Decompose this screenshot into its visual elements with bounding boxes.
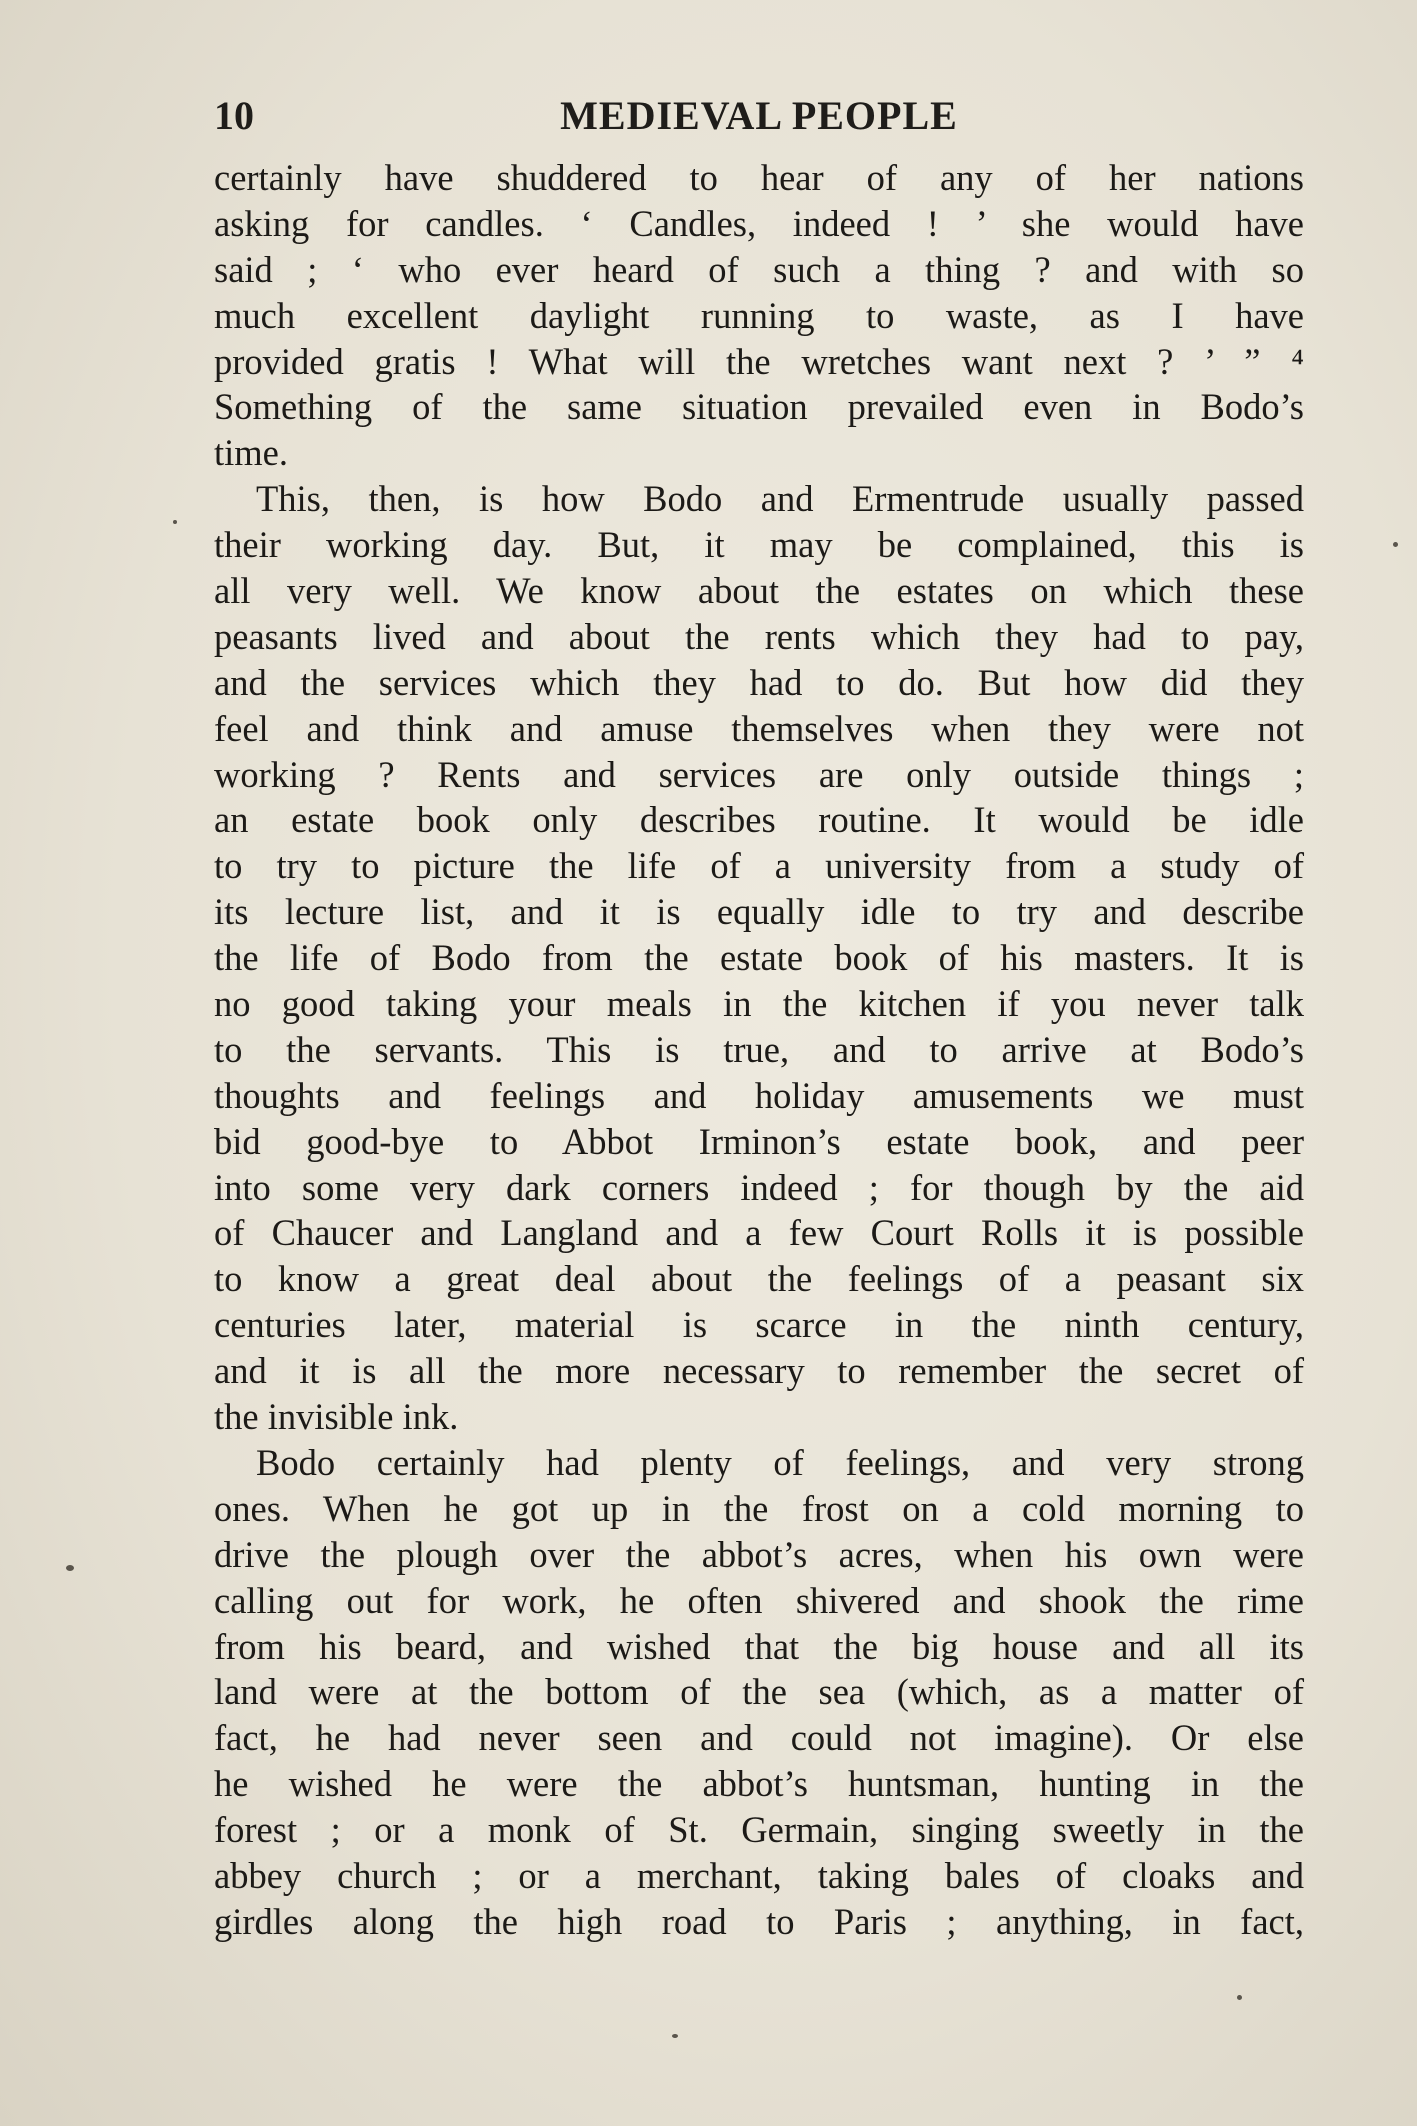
text-line: all very well. We know about the estates on which these — [214, 570, 1304, 612]
text-line: much excellent daylight running to waste, as I have — [214, 294, 1304, 336]
text-line: from his beard, and wished that the big house and all its — [214, 1625, 1304, 1667]
text-line: forest ; or a monk of St. Germain, singing sweetly in the — [214, 1809, 1304, 1851]
text-line: land were at the bottom of the sea (which, as a matter of — [214, 1671, 1304, 1713]
text-line: Bodo certainly had plenty of feelings, and very strong — [256, 1441, 1304, 1483]
text-line: fact, he had never seen and could not imagine). Or else — [214, 1717, 1304, 1759]
text-line: to try to picture the life of a university from a study of — [214, 845, 1304, 887]
running-head: MEDIEVAL PEOPLE — [560, 93, 958, 138]
text-line: and the services which they had to do. But how did they — [214, 661, 1304, 703]
text-line: working ? Rents and services are only outside things ; — [214, 753, 1304, 795]
text-line: Something of the same situation prevailed even in Bodo’s — [214, 386, 1304, 428]
text-line: certainly have shuddered to hear of any of her nations — [214, 157, 1304, 198]
page-speck — [173, 520, 177, 524]
paragraph — [214, 476, 1304, 1440]
text-line: drive the plough over the abbot’s acres, when his own were — [214, 1533, 1304, 1575]
text-line: into some very dark corners indeed ; for though by the aid — [214, 1166, 1304, 1208]
text-line: bid good-bye to Abbot Irminon’s estate book, and peer — [214, 1120, 1304, 1162]
page-speck — [1393, 542, 1398, 547]
text-line: time. — [214, 432, 288, 474]
text-line: its lecture list, and it is equally idle to try and describe — [214, 891, 1304, 933]
text-line: centuries later, material is scarce in the ninth century, — [214, 1304, 1304, 1346]
text-line: no good taking your meals in the kitchen if you never talk — [214, 983, 1304, 1025]
text-line: peasants lived and about the rents which they had to pay, — [214, 615, 1304, 657]
text-line: abbey church ; or a merchant, taking bales of cloaks and — [214, 1854, 1304, 1896]
page-speck — [66, 1565, 74, 1571]
text-line: asking for candles. ‘ Candles, indeed ! ’ she would have — [214, 202, 1304, 244]
text-line: said ; ‘ who ever heard of such a thing ? and with so — [214, 248, 1304, 290]
text-line: thoughts and feelings and holiday amusements we must — [214, 1074, 1304, 1116]
text-line: of Chaucer and Langland and a few Court Rolls it is possible — [214, 1212, 1304, 1254]
text-line: to know a great deal about the feelings of a peasant six — [214, 1258, 1304, 1300]
page-header — [214, 86, 1304, 146]
text-line: to the servants. This is true, and to arrive at Bodo’s — [214, 1028, 1304, 1070]
text-line: ones. When he got up in the frost on a cold morning to — [214, 1487, 1304, 1529]
text-line: feel and think and amuse themselves when they were not — [214, 707, 1304, 749]
text-line: the life of Bodo from the estate book of his masters. It is — [214, 937, 1304, 979]
text-line: and it is all the more necessary to remember the secret of — [214, 1350, 1304, 1392]
body-text — [214, 155, 1304, 1945]
paragraph — [214, 155, 1304, 476]
page-number: 10 — [214, 93, 254, 138]
text-line: he wished he were the abbot’s huntsman, hunting in the — [214, 1763, 1304, 1805]
text-line: girdles along the high road to Paris ; anything, in fact, — [214, 1900, 1304, 1942]
text-line: provided gratis ! What will the wretches want next ? ’ ” ⁴ — [214, 340, 1304, 382]
text-line: their working day. But, it may be complained, this is — [214, 524, 1304, 566]
text-line: This, then, is how Bodo and Ermentrude usually passed — [256, 478, 1304, 520]
page-speck — [1237, 1995, 1242, 2000]
text-line: calling out for work, he often shivered and shook the rime — [214, 1579, 1304, 1621]
paragraph — [214, 1440, 1304, 1945]
text-line: an estate book only describes routine. It would be idle — [214, 799, 1304, 841]
page-speck — [672, 2034, 678, 2038]
text-line: the invisible ink. — [214, 1396, 459, 1438]
